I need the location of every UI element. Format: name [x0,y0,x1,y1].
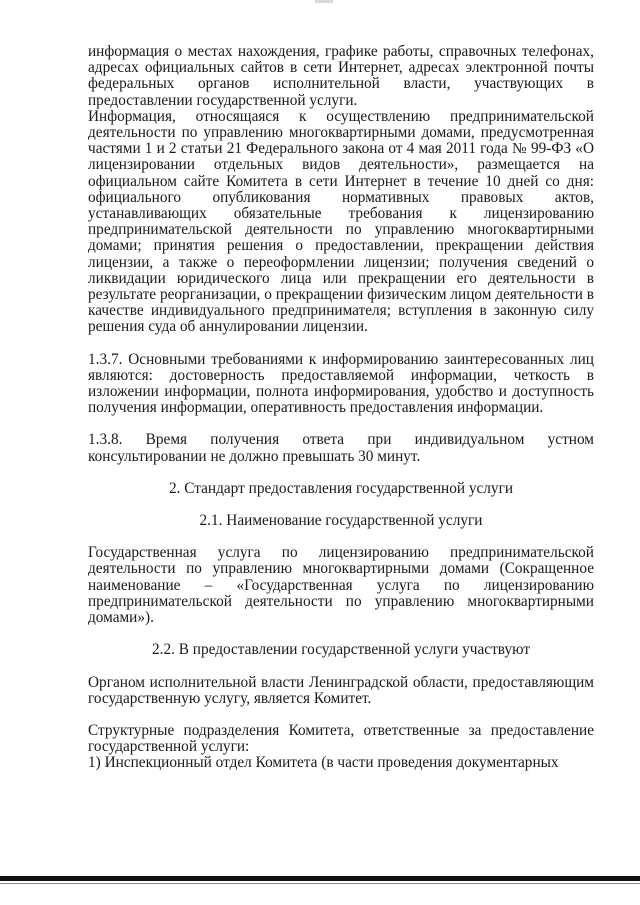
paragraph-service-name: Государственная услуга по лицензированию предпринимательской деятельности по управлению многоквартирными домами (Сокращенное наименование – «Государственная услуга по лицензированию предпринимательской деятельности по управлению многоквартирными домами»). [88,544,594,627]
section-heading-2-2: 2.2. В предоставлении государственной услуги участвуют [151,641,531,659]
paragraph-structural-units: Структурные подразделения Комитета, ответственные за предоставление государственной услуги: [88,721,594,756]
spacer [88,707,594,723]
section-heading-2: 2. Стандарт предоставления государственной услуги [168,479,514,497]
paragraph-info-places: информация о местах нахождения, графике работы, справочных телефонах, адресах официальных сайтов в сети Интернет, адресах электронной почты федеральных органов исполнительной власти, участвующих в предоставлении государственной услуги. [88,43,594,109]
paragraph-licensing-info: Информация, относящаяся к осуществлению предпринимательской деятельности по управлению многоквартирными домами, предусмотренная частями 1 и 2 статьи 21 Федерального закона от 4 мая 2011 года № 99-ФЗ «О лицензировании отдельных видов деятельности», размещается на официальном сайте Комитета в сети Интернет в течение 10 дней со дня: официального опубликования нормативных правовых актов, устанавливающих обязательные требования к лицензированию предпринимательской деятельности по управлению многоквартирными домами; принятия решения о предоставлении, прекращении действия лицензии, а также о переоформлении лицензии; получения сведений о ликвидации юридического лица или прекращении его деятельности в результате реорганизации, о прекращении физическим лицом деятельности в качестве индивидуального предпринимателя; вступления в законную силу решения суда об аннулировании лицензии. [88,107,594,336]
scan-bottom-border [0,876,640,881]
paragraph-1-3-8: 1.3.8. Время получения ответа при индивидуальном устном консультировании не должно превышать 30 минут. [88,431,594,465]
scan-bottom-border-thin [0,883,640,884]
paragraph-authority: Органом исполнительной власти Ленинградской области, предоставляющим государственную услугу, является Комитет. [88,673,594,707]
spacer [88,497,594,513]
spacer [88,465,594,481]
section-heading-2-1: 2.1. Наименование государственной услуги [199,512,483,530]
spacer [88,659,594,675]
paragraph-1-3-7: 1.3.7. Основными требованиями к информированию заинтересованных лиц являются: достоверность предоставляемой информации, четкость в изложении информации, полнота информирования, удобство и доступность получения информации, оперативность предоставления информации. [88,350,594,417]
spacer [88,529,594,545]
scan-artifact-top [315,0,333,3]
spacer [88,416,594,432]
spacer [88,336,594,352]
document-page [88,44,594,772]
spacer [88,626,594,642]
paragraph-inspection-dept: 1) Инспекционный отдел Комитета (в части проведения документарных [88,754,559,772]
